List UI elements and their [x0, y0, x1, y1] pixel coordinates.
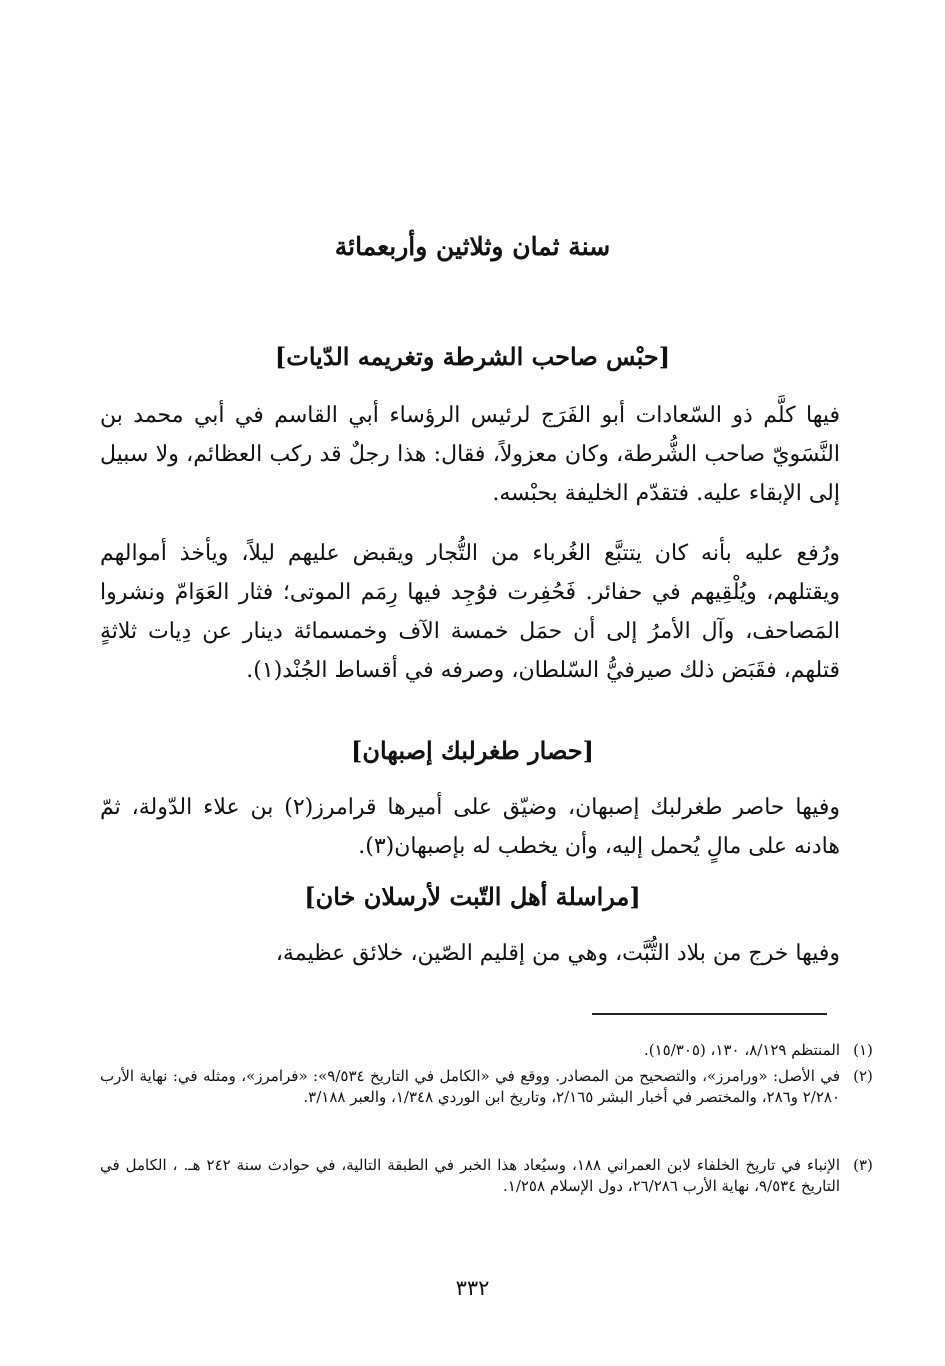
page-number: ٣٣٢ [455, 1276, 490, 1300]
paragraph-3: وفيها حاصر طغرلبك إصبهان، وضيّق على أميرها قرامرز(٢) بن علاء الدّولة، ثمّ هادنه على مالٍ يُحمل إليه، وأن يخطب له بإصبهان(٣). [100, 795, 841, 859]
section-heading-police-chief: [حبْس صاحب الشرطة وتغريمه الدّيات] [274, 342, 671, 371]
paragraph-2: ورُفع عليه بأنه كان يتتبَّع الغُرباء من التُّجار ويقبض عليهم ليلاً، ويأخذ أموالهم ويقتلهم، ويُلْقِيهم في حفائر. فَحُفِرت فوُجِد فيها رِمَم الموتى؛ فثار العَوَامّ ونشروا المَصاحف، وآل الأمرُ إلى أن حمَل خمسة الآف وخمسمائة دينار عن دِيات ثلاثةٍ قتلهم، فقَبَض ذلك صيرفيُّ السّلطان، وصرفه في أقساط الجُنْد(١). [100, 541, 840, 683]
footnote-3 [100, 1155, 873, 1197]
footnote-text: المنتظم ٨/١٢٩، ١٣٠، (١٥/٣٠٥). [643, 1041, 840, 1059]
footnote-number: (٢) [853, 1067, 873, 1085]
footnote-number: (١) [853, 1041, 873, 1059]
footnote-2 [100, 1066, 873, 1108]
footnote-1 [100, 1040, 873, 1061]
year-title: سنة ثمان وثلاثين وأربعمائة [334, 232, 611, 261]
section-heading-isfahan-siege: [حصار طغرلبك إصبهان] [351, 736, 594, 765]
footnote-number: (٣) [853, 1156, 873, 1174]
footnote-text: الإنباء في تاريخ الخلفاء لابن العمراني ١٨٨، وسيُعاد هذا الخبر في الطبقة التالية، في حوادث سنة ٢٤٢ هـ. ، الكامل في التاريخ ٩/٥٣٤، نهاية الأرب ٢٦/٢٨٦، دول الإسلام ١/٢٥٨. [100, 1156, 840, 1195]
footnote-text: في الأصل: «ورامرز»، والتصحيح من المصادر. ووقع في «الكامل في التاريخ ٩/٥٣٤»: «فرامرز»، ومثله في: نهاية الأرب ٢/٢٨٠ و٢٨٦، والمختصر في أخبار البشر ٢/١٦٥، وتاريخ ابن الوردي ١/٣٤٨، والعبر ٣/١٨٨. [100, 1067, 840, 1106]
paragraph-4: وفيها خرج من بلاد التُّبَّت، وهي من إقليم الصّين، خلائق عظيمة، [275, 941, 840, 966]
paragraph-1: فيها كلَّم ذو السّعادات أبو الفَرَج لرئيس الرؤساء أبي القاسم في أبي محمد بن النَّسَويّ صاحب الشُّرطة، وكان معزولاً، فقال: هذا رجلٌ قد ركب العظائم، ولا سبيل إلى الإبقاء عليه. فتقدّم الخليفة بحبْسه. [100, 403, 840, 506]
section-heading-tibet-correspondence: [مراسلة أهل التّبت لأرسلان خان] [304, 882, 641, 911]
footnote-separator [592, 1013, 827, 1015]
